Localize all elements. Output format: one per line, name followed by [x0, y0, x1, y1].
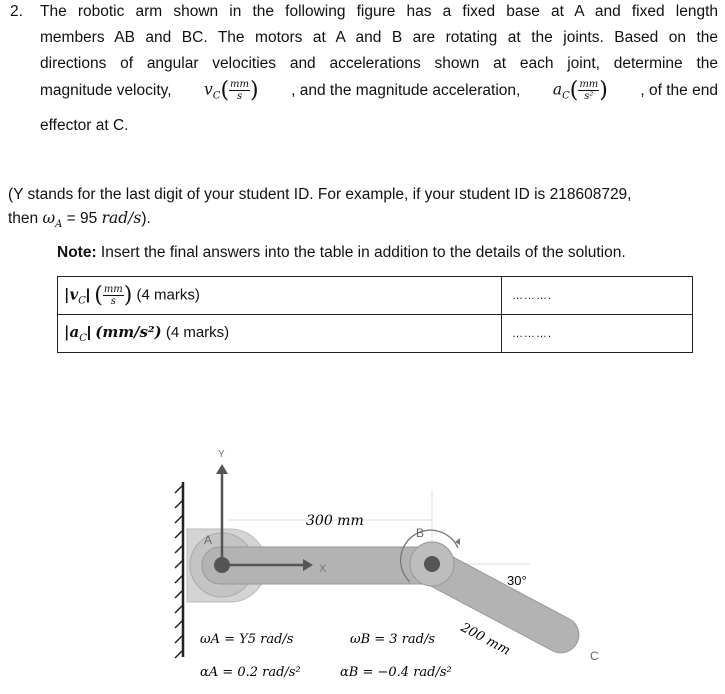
problem-line-3: directions of angular velocities and accelerations shown at each joint, determine the: [40, 55, 718, 72]
answer-table: [57, 276, 693, 353]
table-row: [58, 315, 693, 353]
bc-length: 200 mm: [458, 620, 513, 659]
fixed-wall: [175, 482, 183, 658]
problem-line-2: members AB and BC. The motors at A and B are rotating at the joints. Based on the: [40, 29, 718, 46]
problem-line-1: The robotic arm shown in the following figure has a fixed base at A and fixed length: [40, 3, 718, 20]
x-axis-label: X: [319, 563, 327, 575]
table-row: [58, 277, 693, 315]
vc-expression: $v_C$( $\frac{mm}{s}$ ): [204, 78, 259, 103]
y-axis-label: Y: [218, 449, 225, 460]
ab-length: 300 mm: [306, 513, 364, 529]
omega-b: ωB = 3 rad/s: [350, 632, 436, 647]
text: , of the end: [640, 81, 718, 99]
label-a: A: [204, 533, 213, 547]
label-c: C: [590, 649, 599, 663]
note: Note: Insert the final answers into the table in addition to the details of the solution.: [57, 244, 626, 261]
vc-label-cell: $|v_C|$ ( $\frac{mm}{s}$ ) (4 marks): [58, 277, 502, 315]
robotic-arm-figure: [160, 440, 610, 694]
problem-line-4: [40, 78, 718, 103]
alpha-b: αB = −0.4 rad/s²: [340, 665, 452, 680]
ac-answer-cell[interactable]: ……….: [502, 315, 693, 353]
label-b: B: [416, 526, 425, 540]
student-id-note-line-2: then $\omega_A = 95$ rad/s).: [8, 209, 151, 231]
alpha-a: αA = 0.2 rad/s²: [200, 665, 301, 680]
student-id-note-line-1: (Y stands for the last digit of your student ID. For example, if your student ID is 218608729,: [8, 186, 632, 203]
text: , and the magnitude acceleration,: [291, 81, 521, 99]
problem-number: 2.: [10, 3, 23, 20]
problem-line-5: effector at C.: [40, 117, 129, 134]
ac-label-cell: $|a_C|$ (mm/s²) (4 marks): [58, 315, 502, 353]
ac-expression: $a_C$( $\frac{mm}{\text{s²}}$ ): [552, 78, 608, 103]
angle-label: 30°: [507, 573, 527, 588]
omega-a: ωA = Y5 rad/s: [200, 632, 294, 647]
vc-answer-cell[interactable]: ……….: [502, 277, 693, 315]
text: magnitude velocity,: [40, 81, 172, 99]
